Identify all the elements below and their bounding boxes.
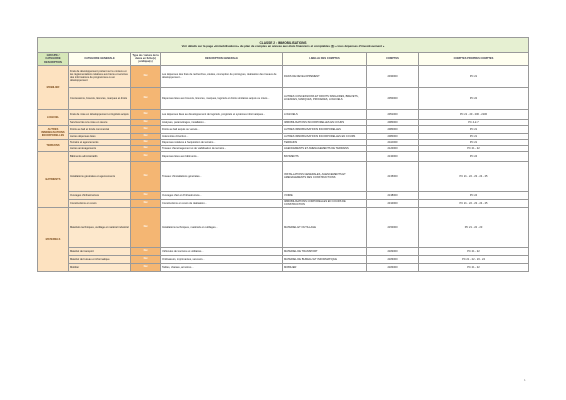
duration-flag-cell: Oui	[131, 248, 161, 256]
table-row	[38, 256, 529, 264]
account-label-cell: INSTALLATIONS GENERALES, AGENCEMENTS ET AMENAGEMENTS DES CONSTRUCTIONS	[283, 161, 367, 191]
duration-flag-cell: Oui	[131, 119, 161, 125]
subcategory-cell: Frais de mise en développement et logiciels acquis	[69, 109, 131, 119]
duration-flag-cell: Oui	[131, 161, 161, 191]
subcategory-cell: Frais de développement portant sur le contenu et les réglementations relatives aux biens et services des informations de programmes ou en développement	[69, 65, 131, 87]
category-cell: BATIMENTS	[38, 151, 69, 207]
subcategory-cell: Matériels techniques, outillage et matériel industriel	[69, 208, 131, 248]
own-account-cell: PC 21	[419, 125, 529, 133]
description-cell: Constructions en cours de réalisation...	[161, 199, 283, 207]
category-cell: AUTRES IMMOBILISATIONS INCORPORELLES	[38, 125, 69, 139]
own-account-cell: PC 4-2-7	[419, 119, 529, 125]
account-code-cell: 2080000	[367, 125, 419, 133]
header-account-label: LIBELLE DES COMPTES	[283, 53, 367, 65]
account-label-cell: BATIMENTS	[283, 151, 367, 161]
account-code-cell: 2183000	[367, 256, 419, 264]
account-label-cell: AGENCEMENTS ET AMENAGEMENTS DE TERRAINS	[283, 145, 367, 151]
duration-flag-cell: Oui	[131, 145, 161, 151]
table-row	[38, 191, 529, 199]
account-label-cell: MATERIEL ET OUTILLAGE	[283, 208, 367, 248]
category-cell: MATERIELS	[38, 208, 69, 272]
own-account-cell: PC 21 - 22 - 23 - 24 - 25	[419, 199, 529, 207]
description-cell: Véhicules de tourisme et utilitaires...	[161, 248, 283, 256]
header-own-accounts: COMPTES PROPRES COMPTES	[419, 53, 529, 65]
table-row	[38, 264, 529, 272]
header-account: COMPTES	[367, 53, 419, 65]
duration-flag-cell: Oui	[131, 199, 161, 207]
subcategory-cell: Services liés à la mise en œuvre	[69, 119, 131, 125]
own-account-cell: PC 22	[419, 87, 529, 109]
accounting-table	[37, 37, 529, 272]
account-code-cell: 2080000	[367, 119, 419, 125]
own-account-cell: PC 21 - 22	[419, 145, 529, 151]
description-cell: Travaux d'aménagement et de viabilisation de terrains...	[161, 145, 283, 151]
description-cell: Travaux d'installations générales...	[161, 161, 283, 191]
subcategory-cell: Concessions, brevets, licences, marques et droits	[69, 87, 131, 109]
table-row	[38, 87, 529, 109]
account-code-cell: 2030000	[367, 65, 419, 87]
duration-flag-cell: Oui	[131, 109, 161, 119]
account-code-cell: 2050000	[367, 87, 419, 109]
subcategory-cell: Installations générales et agencements	[69, 161, 131, 191]
account-code-cell: 2138000	[367, 191, 419, 199]
header-group	[38, 53, 69, 65]
account-code-cell: 2110000	[367, 139, 419, 145]
subcategory-cell: Bâtiments administratifs	[69, 151, 131, 161]
description-cell: Ouvrages d'art et d'infrastructure...	[161, 191, 283, 199]
table-row	[38, 151, 529, 161]
table-row	[38, 248, 529, 256]
own-account-cell: PC 21 - 22 - 23 - 24 - 25	[419, 161, 529, 191]
header-duration: Type de / nature de la durée en fiche(s) juridique(s)	[132, 54, 159, 64]
page-title	[38, 38, 529, 53]
description-cell: Les dépenses liées au développement de logiciels, progiciels et systèmes informatiques...	[161, 109, 283, 119]
account-label-cell: LOGICIELS	[283, 109, 367, 119]
account-label-cell: MOBILIER	[283, 264, 367, 272]
description-cell: Installations techniques, matériels et outillages...	[161, 208, 283, 248]
account-label-cell: AUTRES IMMOBILISATIONS INCORPORELLES EN COURS	[283, 133, 367, 139]
table-row	[38, 208, 529, 248]
own-account-cell: PC 21 - 22	[419, 248, 529, 256]
duration-flag-cell: Oui	[131, 151, 161, 161]
account-label-cell: AUTRES IMMOBILISATIONS INCORPORELLES	[283, 125, 367, 133]
table-row	[38, 109, 529, 119]
category-cell: TERRAINS	[38, 139, 69, 151]
own-account-cell: PC 21 - 22 - 23 - 24	[419, 256, 529, 264]
account-code-cell: 2120000	[367, 145, 419, 151]
account-code-cell: 2182000	[367, 248, 419, 256]
description-cell: Ordinateurs, imprimantes, serveurs...	[161, 256, 283, 264]
account-code-cell: 2051000	[367, 109, 419, 119]
subcategory-cell: Droits au bail et fonds commercial	[69, 125, 131, 133]
duration-flag-cell: Oui	[131, 133, 161, 139]
account-label-cell: MATERIEL DE TRANSPORT	[283, 248, 367, 256]
subcategory-cell: Autres aménagements	[69, 145, 131, 151]
description-cell: Dépenses liées aux brevets, licences, marques, logiciels et droits similaires acquis ou créés...	[161, 87, 283, 109]
account-code-cell: 2310000	[367, 199, 419, 207]
header-description: DESCRIPTION GENERALE	[161, 53, 283, 65]
duration-flag-cell: Oui	[131, 139, 161, 145]
account-code-cell: 2135000	[367, 161, 419, 191]
title-line-2: Voir détails sur la page «Immobilisations» du plan de comptes en annexe aux états financiers et comptables (§) « tous dépenses d'investissement »	[181, 44, 385, 49]
description-cell: Les dépenses des frais de recherches, études, conception de prototypes, réalisation des travaux de développement...	[161, 65, 283, 87]
description-cell: Dépenses relatives à l'acquisition de terrains...	[161, 139, 283, 145]
account-code-cell: 2150000	[367, 208, 419, 248]
description-cell: Analyses, paramétrages, installation...	[161, 119, 283, 125]
account-code-cell: 2130000	[367, 151, 419, 161]
subcategory-cell: Ouvrages d'infrastructure	[69, 191, 131, 199]
account-label-cell: FRAIS DE DEVELOPPEMENT	[283, 65, 367, 87]
description-cell: Indemnités d'éviction...	[161, 133, 283, 139]
account-label-cell: IMMOBILISATIONS CORPORELLES EN COURS DE CONSTRUCTION	[283, 199, 367, 207]
subcategory-cell: Mobilier	[69, 264, 131, 272]
title-line-1: CLASSE 2 : IMMOBILISATIONS	[259, 41, 307, 45]
account-label-cell: TERRAINS	[283, 139, 367, 145]
description-cell: Dépenses liées aux bâtiments...	[161, 151, 283, 161]
own-account-cell: PC 21 - 20 - 200 - 2100	[419, 109, 529, 119]
duration-flag-cell: Oui	[131, 208, 161, 248]
header-group-bottom: DESCRIPTION	[44, 60, 62, 64]
duration-flag-cell: Oui	[131, 65, 161, 87]
own-account-cell: PC 24	[419, 191, 529, 199]
duration-flag-cell: Oui	[131, 256, 161, 264]
account-code-cell: 2184000	[367, 264, 419, 272]
table-row	[38, 65, 529, 87]
own-account-cell: PC 21	[419, 65, 529, 87]
category-cell: MOBILIER	[38, 65, 69, 109]
account-label-cell: VOIRIE	[283, 191, 367, 199]
description-cell: Droits au bail acquis ou versés...	[161, 125, 283, 133]
account-label-cell: MATERIEL DE BUREAU ET INFORMATIQUE	[283, 256, 367, 264]
description-cell: Tables, chaises, armoires...	[161, 264, 283, 272]
page-number: 1	[524, 378, 526, 382]
subcategory-cell: Constructions en cours	[69, 199, 131, 207]
duration-flag-cell: Oui	[131, 87, 161, 109]
own-account-cell: PC 21 - 22 - 23	[419, 208, 529, 248]
table-row	[38, 161, 529, 191]
subcategory-cell: Terrains et agencements	[69, 139, 131, 145]
category-cell: LOGICIEL	[38, 109, 69, 125]
duration-flag-cell: Oui	[131, 191, 161, 199]
subcategory-cell: Autres dépenses liées	[69, 133, 131, 139]
table-row	[38, 125, 529, 133]
subcategory-cell: Matériel de bureau et informatique	[69, 256, 131, 264]
account-label-cell: AUTRES CONCESSIONS ET DROITS SIMILAIRES, BREVETS, LICENCES, MARQUES, PROCEDES, LOGICIELS	[283, 87, 367, 109]
header-group-top: GROUPE / CATEGORIE	[45, 53, 61, 60]
subcategory-cell: Matériel de transport	[69, 248, 131, 256]
own-account-cell: PC 21	[419, 133, 529, 139]
table-row	[38, 199, 529, 207]
duration-flag-cell: Oui	[131, 125, 161, 133]
header-row	[38, 53, 529, 65]
header-category: CATEGORIE GENERALE	[69, 53, 131, 65]
duration-flag-cell: Oui	[131, 264, 161, 272]
own-account-cell: PC 24	[419, 151, 529, 161]
account-code-cell: 2080000	[367, 133, 419, 139]
own-account-cell: PC 21	[419, 139, 529, 145]
own-account-cell: PC 21 - 22	[419, 264, 529, 272]
account-label-cell: IMMOBILISATIONS INCORPORELLES EN COURS	[283, 119, 367, 125]
